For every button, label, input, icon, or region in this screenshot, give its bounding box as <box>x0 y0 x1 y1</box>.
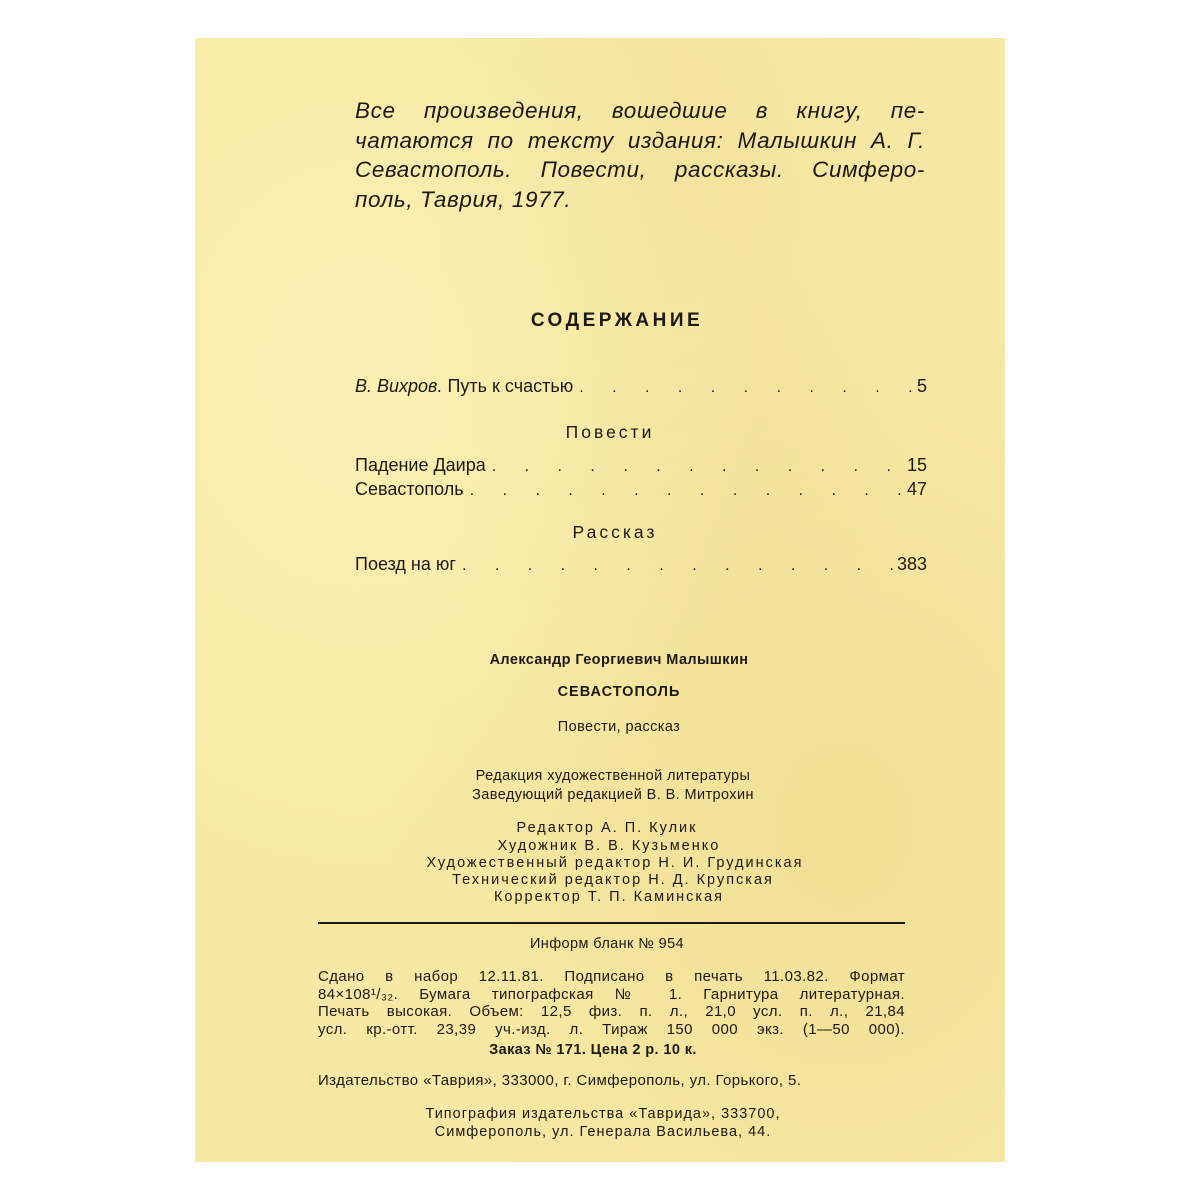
print-spec-line: Печать высокая. Объем: 12,5 физ. п. л., 21,0 усл. п. л., 21,84 <box>318 1003 905 1020</box>
toc-title: СОДЕРЖАНИЕ <box>530 310 704 331</box>
imprint-title: СЕВАСТОПОЛЬ <box>557 684 681 700</box>
imprint-credit: Технический редактор Н. Д. Крупская <box>452 872 774 888</box>
imprint-credit: Корректор Т. П. Каминская <box>493 889 725 905</box>
edition-note-line: Севастополь. Повести, рассказы. Симферо- <box>355 157 925 182</box>
printer-line: Симферополь, ул. Генерала Васильева, 44. <box>434 1124 772 1140</box>
toc-entry <box>355 455 927 476</box>
toc-section-heading: Повести <box>565 422 655 442</box>
toc-entry <box>355 554 927 575</box>
imprint-credit: Художественный редактор Н. И. Грудинская <box>426 855 804 871</box>
imprint-head-of-editorial: Заведующий редакцией В. В. Митрохин <box>472 787 754 803</box>
edition-note-line: чатаются по тексту издания: Малышкин А. Г. <box>355 127 925 153</box>
toc-entry-page: 383 <box>896 554 927 574</box>
toc-entry-page: 47 <box>906 479 927 499</box>
toc-leader <box>573 379 917 397</box>
edition-note-line: Все произведения, вошедшие в книгу, пе- <box>355 98 925 123</box>
toc-entry-preface <box>355 376 927 397</box>
print-spec-line: усл. кр.-отт. 23,39 уч.-изд. л. Тираж 150 000 экз. (1—50 000). <box>318 1020 905 1038</box>
toc-entry-title: Поезд на юг <box>355 554 456 574</box>
print-spec-line: Сдано в набор 12.11.81. Подписано в печать 11.03.82. Формат <box>318 968 905 985</box>
print-specs <box>318 968 905 1038</box>
toc-entry-title: Путь к счастью <box>447 376 574 396</box>
order-price: Заказ № 171. Цена 2 р. 10 к. <box>489 1042 697 1058</box>
toc-section-heading: Рассказ <box>572 522 658 542</box>
toc-entry-title: Падение Даира <box>355 455 486 475</box>
imprint-author: Александр Георгиевич Малышкин <box>489 652 749 668</box>
toc-entry <box>355 479 927 500</box>
publisher-line: Издательство «Таврия», 333000, г. Симферополь, ул. Горького, 5. <box>318 1072 802 1089</box>
toc-leader <box>486 458 907 476</box>
edition-note <box>355 96 925 214</box>
toc-leader <box>456 557 897 575</box>
divider-rule <box>318 922 905 924</box>
imprint-credit: Редактор А. П. Кулик <box>516 820 698 836</box>
toc-entry-page: 5 <box>916 376 927 396</box>
printer-line: Типография издательства «Таврида», 333700, <box>425 1106 781 1122</box>
publisher-address <box>318 1072 905 1090</box>
toc-entry-title: Севастополь <box>355 479 464 499</box>
imprint-subtitle: Повести, рассказ <box>557 719 681 735</box>
inform-blank: Информ бланк № 954 <box>529 936 685 952</box>
toc-leader <box>464 482 907 500</box>
toc-entry-author: В. Вихров. <box>355 376 443 396</box>
imprint-editorial: Редакция художественной литературы <box>475 768 751 784</box>
toc-entry-page: 15 <box>906 455 927 475</box>
imprint-credit: Художник В. В. Кузьменко <box>497 838 721 854</box>
edition-note-line: поль, Таврия, 1977. <box>355 186 572 212</box>
book-page <box>195 38 1005 1162</box>
print-spec-line: 84×108¹/₃₂. Бумага типографская № 1. Гарнитура литературная. <box>318 985 905 1003</box>
